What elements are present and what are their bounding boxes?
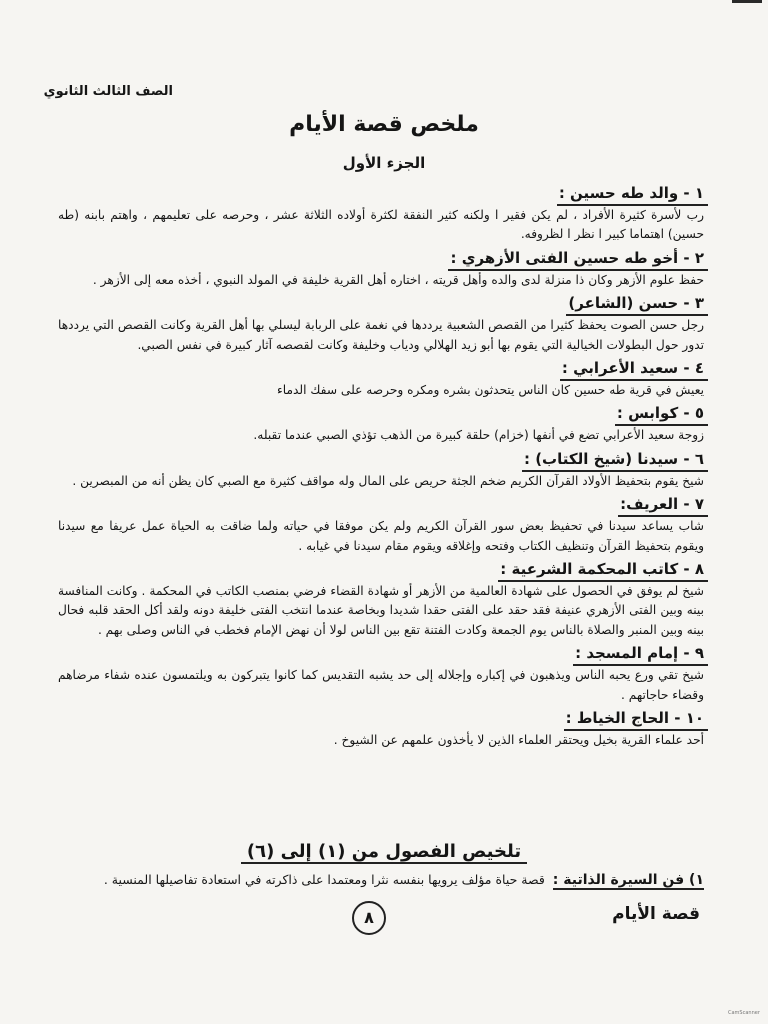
character-description: رب لأسرة كثيرة الأفراد ، لم يكن فقير ا ولكنه كثير النفقة لكثرة أولاده الثلاثة عشر ، وحرصه على تعليمهم ، واهتم بابنه (طه حسين) اهتماما كبير ا نظر ا لظروفه.	[58, 208, 704, 242]
character-heading: ٤ - سعيد الأعرابي :	[560, 357, 708, 381]
character-description: أحد علماء القرية بخيل ويحتقر العلماء الذين لا يأخذون علمهم عن الشيوخ .	[333, 733, 704, 748]
character-description: حفظ علوم الأزهر وكان ذا منزلة لدى والده وأهل قريته ، اختاره أهل القرية خليفة في المولد النبوي ، أخذه معه إلى الأزهر .	[92, 272, 704, 287]
list-item	[58, 290, 708, 355]
character-heading: ٦ - سيدنا (شيخ الكتاب) :	[522, 448, 708, 472]
list-item	[58, 640, 708, 705]
character-heading: ٥ - كوابس :	[615, 402, 708, 426]
character-heading: ١٠ - الحاج الخياط :	[564, 707, 708, 731]
summary-definition-text: قصة حياة مؤلف يرويها بنفسه نثرا ومعتمدا على ذاكرته في استعادة تفاصيلها المنسية .	[103, 872, 545, 887]
list-item	[58, 705, 708, 750]
character-description: شيخ تقي ورع يحبه الناس ويذهبون في إكباره وإجلاله إلى حد يشبه التقديس كما كانوا يتبركون به ويلتمسون عنده شفاء مرضاهم وقضاء حاجاتهم .	[58, 668, 704, 702]
summary-term: ١) فن السيرة الذاتية :	[552, 872, 704, 888]
summary-title-text: تلخيص الفصول من (١) إلى (٦)	[241, 841, 527, 864]
scan-edge-mark	[732, 0, 762, 3]
character-heading: ١ - والد طه حسين :	[557, 182, 708, 206]
list-item	[58, 491, 708, 556]
character-heading: ٩ - إمام المسجد :	[573, 642, 708, 666]
character-description: يعيش في قرية طه حسين كان الناس يتحدثون بشره ومكره وحرصه على سفك الدماء	[277, 383, 704, 398]
page-number-badge: ٨	[352, 901, 386, 935]
summary-definition	[90, 870, 704, 890]
character-description: شيخ لم يوفق في الحصول على شهادة العالمية من الأزهر أو شهادة القضاء فرضي بمنصب الكاتب في المحكمة . وكانت المنافسة بينه وبين الفتى الأزهري عنيفة فقد حقد على الفتى حقدا شديدا وبخاصة عندما انتخب الفتى خليفة دونه ولقد أكل الحقد قلبه فحال بينه وبين المنبر والصلاة بالناس يوم الجمعة وكادت الفتنة تقع بين الناس لولا أن نهض الإمام فخطب في الناس وصلى بهم .	[58, 584, 704, 637]
character-heading: ٨ - كاتب المحكمة الشرعية :	[498, 558, 708, 582]
character-description: شيخ يقوم بتحفيظ الأولاد القرآن الكريم ضخم الجثة حريص على المال وله مواقف كثيرة مع الصبي كان يظن أنه من المبصرين .	[72, 473, 704, 488]
list-item	[58, 446, 708, 491]
list-item	[58, 355, 708, 400]
grade-label: الصف الثالث الثانوي	[43, 84, 173, 99]
list-item	[58, 400, 708, 445]
footer-book-title: قصة الأيام	[612, 904, 700, 924]
summary-section-title	[0, 841, 768, 862]
character-description: رجل حسن الصوت يحفظ كثيرا من القصص الشعبية يرددها في نغمة على الربابة ليسلي بها أهل القرية وكانت القصص التي يرددها تدور حول البطولات الخيالية التي يقوم بها أبو زيد الهلالي ودياب وخليفة وكانت لقصصه آثار كبيرة في نفس الصبي.	[58, 318, 704, 352]
list-item	[58, 180, 708, 245]
character-description: زوجة سعيد الأعرابي تضع في أنفها (خزام) حلقة كبيرة من الذهب تؤذي الصبي عندما تقبله.	[253, 428, 704, 443]
character-description: شاب يساعد سيدنا في تحفيظ بعض سور القرآن الكريم ولم يكن موفقا في حياته ولما ضاقت به الحياة عمل عريفا مع سيدنا ويقوم بتحفيظ القرآن وتنظيف الكتاب وفتحه وإغلاقه ويقوم مقام سيدنا في غيابه .	[58, 519, 704, 553]
scanner-watermark: CamScanner	[728, 1010, 760, 1016]
character-list	[58, 180, 708, 751]
page-title: ملخص قصة الأيام	[289, 112, 479, 137]
character-heading: ٣ - حسن (الشاعر)	[566, 292, 708, 316]
part-subtitle: الجزء الأول	[342, 154, 426, 172]
character-heading: ٢ - أخو طه حسين الفتى الأزهري :	[448, 247, 708, 271]
character-heading: ٧ - العريف:	[618, 493, 708, 517]
list-item	[58, 556, 708, 640]
list-item	[58, 245, 708, 290]
